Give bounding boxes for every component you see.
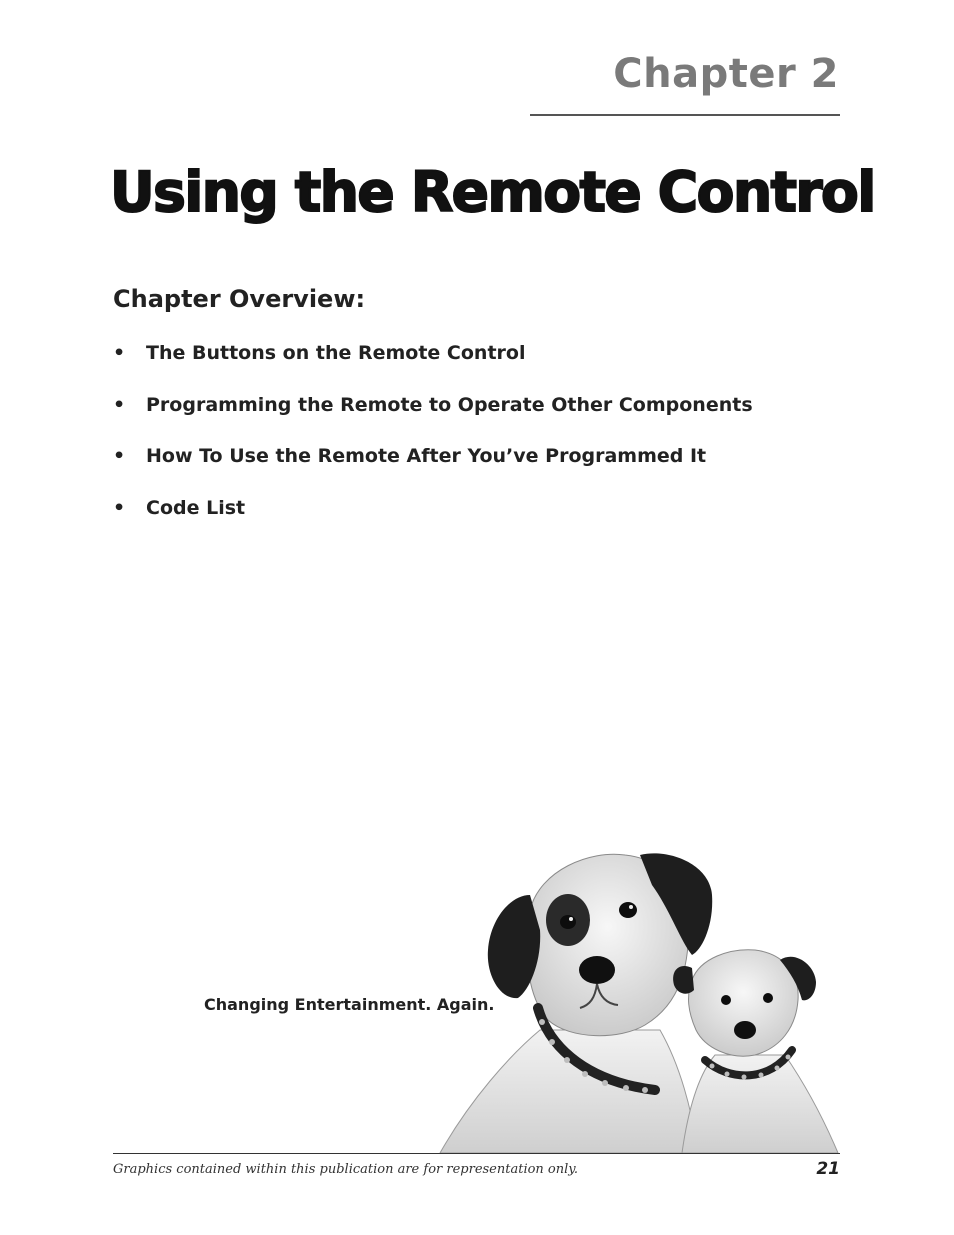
tagline: Changing Entertainment. Again. <box>204 995 495 1014</box>
chapter-label: Chapter 2 <box>613 51 839 97</box>
page-title: Using the Remote Control <box>110 160 875 224</box>
dogs-photo-icon <box>430 850 840 1154</box>
bullet: • <box>113 342 126 364</box>
list-item-text: Programming the Remote to Operate Other Components <box>146 393 753 416</box>
page-number: 21 <box>816 1159 840 1179</box>
list-item-text: The Buttons on the Remote Control <box>146 342 526 364</box>
list-item-text: Code List <box>146 496 246 519</box>
bullet: • <box>113 445 126 467</box>
footer-note: Graphics contained within this publication are for representation only. <box>113 1162 579 1177</box>
bullet: • <box>113 496 126 519</box>
bullet: • <box>113 393 126 416</box>
overview-heading: Chapter Overview: <box>113 285 366 313</box>
footer-rule <box>113 1153 840 1154</box>
chapter-rule <box>530 114 840 116</box>
list-item-text: How To Use the Remote After You’ve Programmed It <box>146 445 707 467</box>
